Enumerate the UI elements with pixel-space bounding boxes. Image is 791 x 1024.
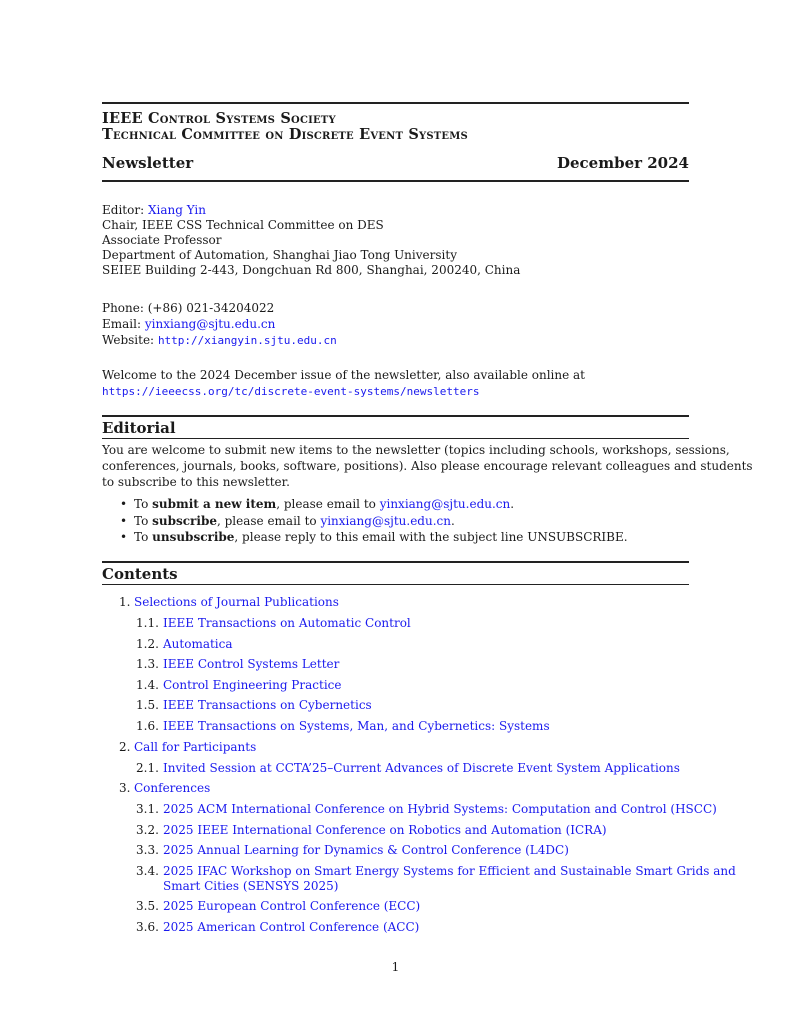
editorial-heading: Editorial — [102, 419, 176, 437]
bullet-dot-icon: • — [120, 497, 128, 511]
editorial-para-line3: to subscribe to this newsletter. — [102, 475, 290, 489]
editorial-para-line2: conferences, journals, books, software, positions). Also please encourage relevant colleagues and students — [102, 459, 753, 473]
phone-number: (+86) 021-34204022 — [147, 301, 275, 315]
editor-title1: Chair, IEEE CSS Technical Committee on DES — [102, 218, 384, 232]
contents-heading: Contents — [102, 565, 178, 583]
phone-label: Phone: — [102, 301, 144, 315]
page-number: 1 — [391, 960, 400, 974]
bullet-dot-icon: • — [120, 530, 128, 544]
toc-entry[interactable]: 2. Call for Participants — [119, 740, 257, 754]
editorial-para-line1: You are welcome to submit new items to the newsletter (topics including schools, workshops, sessions, — [102, 443, 730, 457]
toc-entry-continuation[interactable]: Smart Cities (SENSYS 2025) — [163, 879, 339, 893]
doc-type: Newsletter — [102, 154, 194, 172]
bullet-unsubscribe: • To unsubscribe, please reply to this email with the subject line UNSUBSCRIBE. — [120, 530, 628, 544]
bullet-dot-icon: • — [120, 514, 128, 528]
toc-entry[interactable]: 1.2. Automatica — [136, 637, 233, 651]
submit-email-link[interactable]: yinxiang@sjtu.edu.cn — [379, 497, 511, 511]
toc-entry[interactable]: 3.3. 2025 Annual Learning for Dynamics & Control Conference (L4DC) — [136, 843, 569, 857]
contents-bottom-rule — [102, 584, 689, 585]
issue-date: December 2024 — [556, 154, 689, 172]
subscribe-email-link[interactable]: yinxiang@sjtu.edu.cn — [320, 514, 451, 528]
toc-entry[interactable]: 1. Selections of Journal Publications — [119, 595, 339, 609]
editor-title2: Associate Professor — [102, 233, 222, 247]
top-rule — [102, 102, 689, 104]
editor-label: Editor: — [102, 203, 145, 217]
toc-entry[interactable]: 3.1. 2025 ACM International Conference on Hybrid Systems: Computation and Control (HSCC) — [136, 802, 717, 816]
email-link[interactable]: yinxiang@sjtu.edu.cn — [144, 317, 276, 331]
header-bottom-rule — [102, 180, 689, 182]
bullet-subscribe: • To subscribe, please email to yinxiang@sjtu.edu.cn. — [120, 514, 455, 528]
editorial-bottom-rule — [102, 438, 689, 439]
phone-line — [102, 301, 274, 316]
contents-top-rule — [102, 561, 689, 563]
header-row — [102, 154, 689, 172]
email-label: Email: — [102, 317, 142, 331]
editorial-top-rule — [102, 415, 689, 417]
society-name: IEEE Control Systems Society — [102, 110, 336, 127]
editor-address: SEIEE Building 2-443, Dongchuan Rd 800, Shanghai, 200240, China — [102, 263, 521, 277]
committee-name: Technical Committee on Discrete Event Systems — [102, 126, 468, 143]
toc-entry[interactable]: 3.2. 2025 IEEE International Conference on Robotics and Automation (ICRA) — [136, 823, 607, 837]
toc-entry[interactable]: 1.5. IEEE Transactions on Cybernetics — [136, 698, 372, 712]
editor-line — [102, 203, 206, 218]
toc-entry[interactable]: 3. Conferences — [119, 781, 211, 795]
toc-entry[interactable]: 3.5. 2025 European Control Conference (ECC) — [136, 899, 421, 913]
toc-entry[interactable]: 2.1. Invited Session at CCTA’25–Current Advances of Discrete Event System Applications — [136, 761, 680, 775]
website-label: Website: — [102, 333, 155, 347]
toc-entry[interactable]: 3.6. 2025 American Control Conference (ACC) — [136, 920, 420, 934]
toc-entry[interactable]: 3.4. 2025 IFAC Workshop on Smart Energy Systems for Efficient and Sustainable Smart Grids and — [136, 864, 736, 878]
editor-dept: Department of Automation, Shanghai Jiao Tong University — [102, 248, 457, 262]
toc-entry[interactable]: 1.6. IEEE Transactions on Systems, Man, and Cybernetics: Systems — [136, 719, 550, 733]
toc-entry[interactable]: 1.1. IEEE Transactions on Automatic Control — [136, 616, 411, 630]
newsletter-url-link[interactable]: https://ieeecss.org/tc/discrete-event-systems/newsletters — [102, 385, 480, 398]
email-line — [102, 317, 275, 332]
website-link[interactable]: http://xiangyin.sjtu.edu.cn — [157, 334, 337, 347]
toc-entry[interactable]: 1.3. IEEE Control Systems Letter — [136, 657, 340, 671]
bullet-submit: • To submit a new item, please email to yinxiang@sjtu.edu.cn. — [120, 497, 515, 511]
welcome-text: Welcome to the 2024 December issue of the newsletter, also available online at — [102, 368, 586, 382]
website-line — [102, 333, 337, 348]
toc-entry[interactable]: 1.4. Control Engineering Practice — [136, 678, 342, 692]
editor-name-link[interactable]: Xiang Yin — [147, 203, 206, 217]
